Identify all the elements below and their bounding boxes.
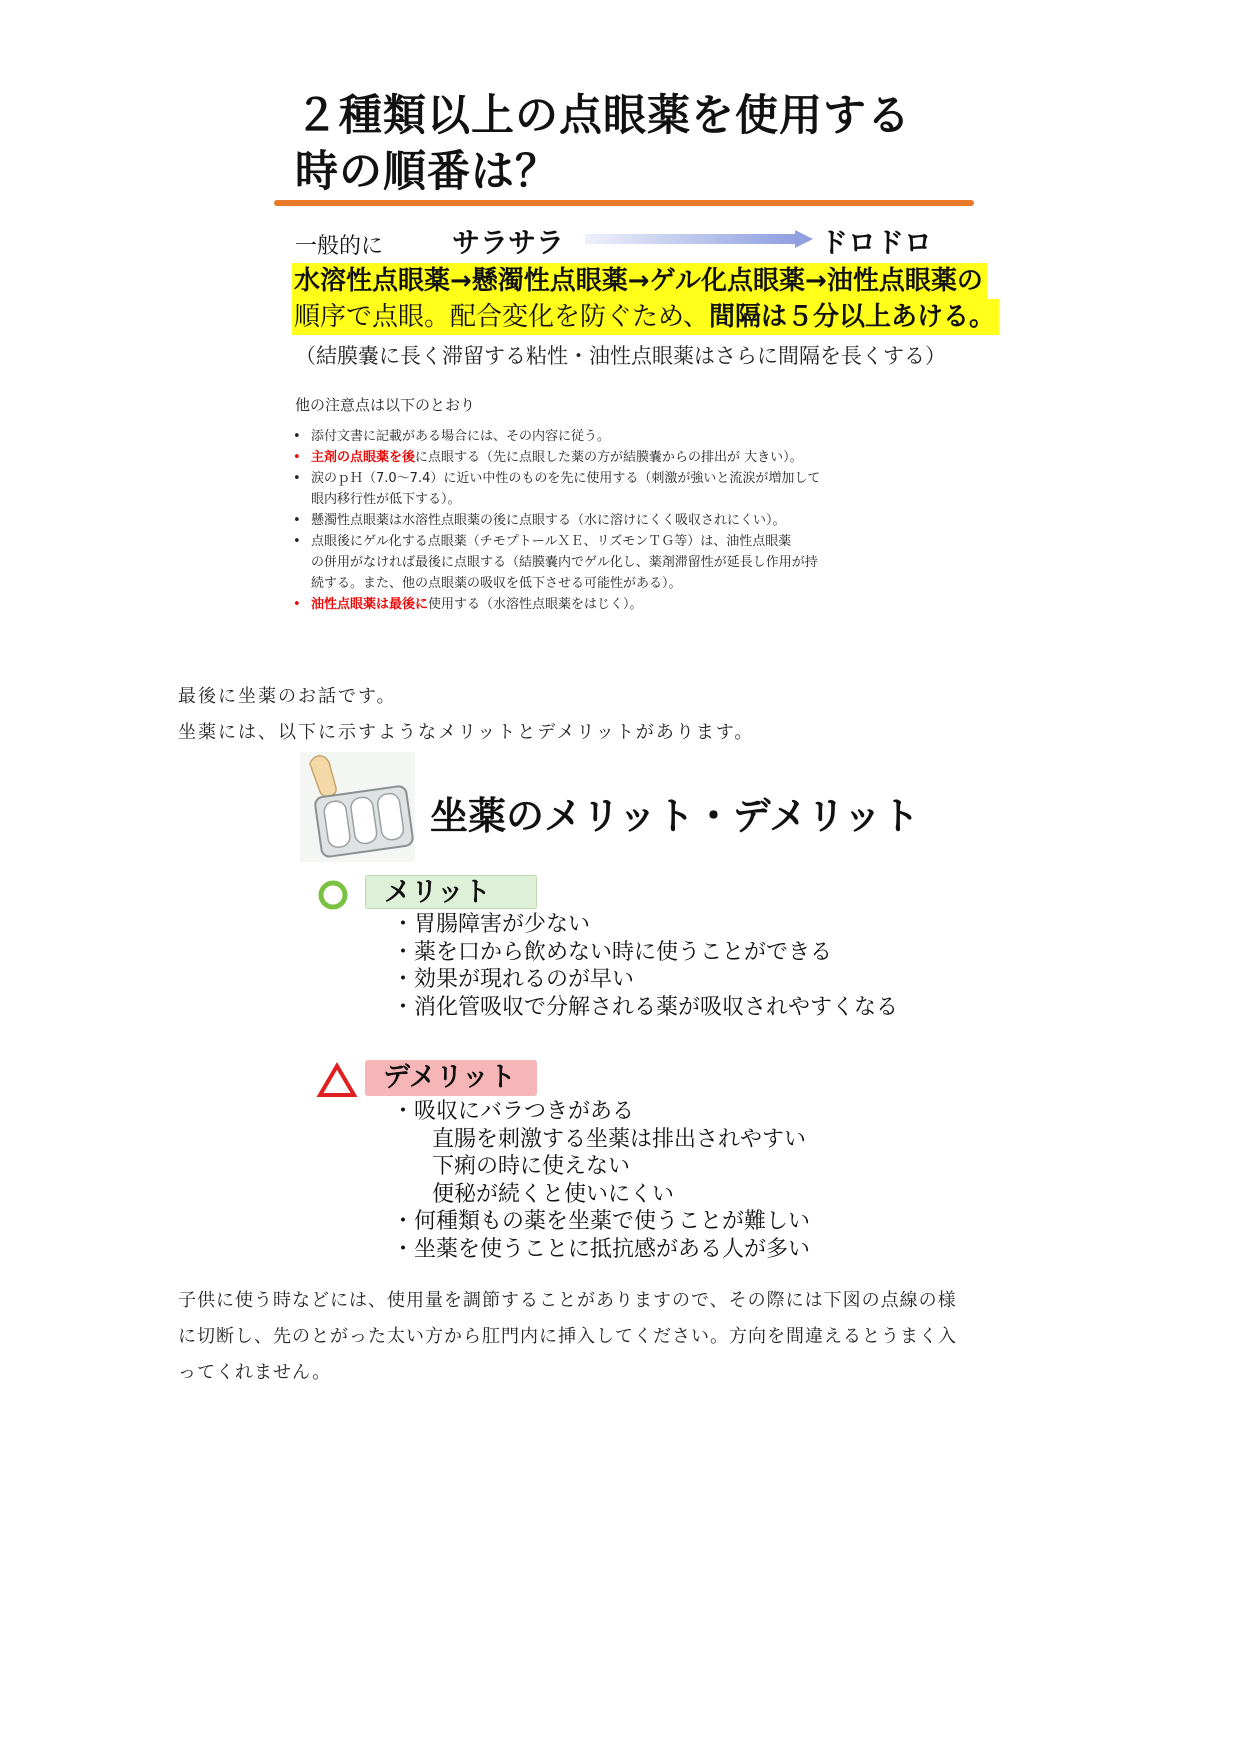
list-item: 下痢の時に使えない	[432, 1154, 631, 1179]
list-item: 直腸を刺激する坐薬は排出されやすい	[432, 1126, 807, 1152]
merit-circle-icon	[318, 880, 348, 910]
demerit-list	[392, 1098, 810, 1263]
order-line2-a: 順序で点眼。配合変化を防ぐため、	[294, 302, 709, 332]
list-item: • 点眼後にゲル化する点眼薬（チモプトールＸＥ、リズモンＴＧ等）は、油性点眼薬 の併用がなければ最後に点眼する（結膜嚢内でゲル化し、薬剤滞留性が延長し作用が持 続する。また、他の点眼薬の吸収を低下させる可能性がある）。	[293, 531, 820, 594]
order-line1: 水溶性点眼薬→懸濁性点眼薬→ゲル化点眼薬→油性点眼薬の	[292, 263, 987, 299]
paragraph-1: 最後に坐薬のお話です。	[178, 686, 397, 707]
orange-divider	[274, 200, 974, 206]
list-item: • 主剤の点眼薬を後に点眼する（先に点眼した薬の方が結膜嚢からの排出が 大きい）。	[293, 447, 820, 468]
paragraph-3-line1: 子供に使う時などには、使用量を調節することがありますので、その際には下図の点線の様	[178, 1290, 957, 1311]
list-item: ・消化管吸収で分解される薬が吸収されやすくなる	[392, 994, 899, 1020]
merit-label: メリット	[365, 875, 537, 909]
caution-list	[293, 426, 820, 615]
eye-title-line1: ２種類以上の点眼薬を使用する	[295, 91, 911, 141]
merit-list	[392, 911, 898, 1021]
list-item: ・効果が現れるのが早い	[392, 967, 635, 992]
demerit-label: デメリット	[365, 1060, 537, 1096]
paragraph-3-line2: に切断し、先のとがった太い方から肛門内に挿入してください。方向を間違えるとうまく入	[178, 1326, 957, 1347]
order-line2-b: 間隔は５分以上あける。	[708, 302, 995, 332]
paren-note: （結膜嚢に長く滞留する粘性・油性点眼薬はさらに間隔を長くする）	[295, 344, 946, 368]
paragraph-2: 坐薬には、以下に示すようなメリットとデメリットがあります。	[178, 722, 755, 743]
list-item: • 油性点眼薬は最後に使用する（水溶性点眼薬をはじく）。	[293, 594, 820, 615]
eye-title-line2: 時の順番は？	[295, 147, 559, 197]
paragraph-3-line3: ってくれません。	[178, 1362, 332, 1383]
eye-slide-title	[295, 88, 911, 200]
thin-label: サラサラ	[452, 226, 565, 259]
order-highlight	[292, 263, 999, 335]
list-item: ・薬を口から飲めない時に使うことができる	[392, 939, 833, 965]
list-item: ・吸収にバラつきがある	[392, 1099, 635, 1124]
suppository-slide-title: 坐薬のメリット・デメリット	[430, 794, 920, 838]
suppository-illustration-icon	[300, 752, 415, 862]
list-item: ・坐薬を使うことに抵抗感がある人が多い	[392, 1236, 811, 1262]
list-item: ・胃腸障害が少ない	[392, 912, 591, 937]
thick-label: ドロドロ	[820, 226, 933, 259]
list-item: 便秘が続くと使いにくい	[432, 1181, 675, 1207]
gradient-arrow-icon	[585, 230, 813, 248]
list-item: • 懸濁性点眼薬は水溶性点眼薬の後に点眼する（水に溶けにくく吸収されにくい）。	[293, 510, 820, 531]
generally-label: 一般的に	[295, 234, 384, 259]
demerit-triangle-icon	[316, 1062, 358, 1098]
list-item: ・何種類もの薬を坐薬で使うことが難しい	[392, 1209, 811, 1234]
order-line2	[292, 299, 999, 335]
list-item: • 涙のｐＨ（7.0～7.4）に近い中性のものを先に使用する（刺激が強いと流涙が増加して 眼内移行性が低下する）。	[293, 468, 820, 510]
other-points-heading: 他の注意点は以下のとおり	[295, 396, 476, 414]
list-item: • 添付文書に記載がある場合には、その内容に従う。	[293, 426, 820, 447]
